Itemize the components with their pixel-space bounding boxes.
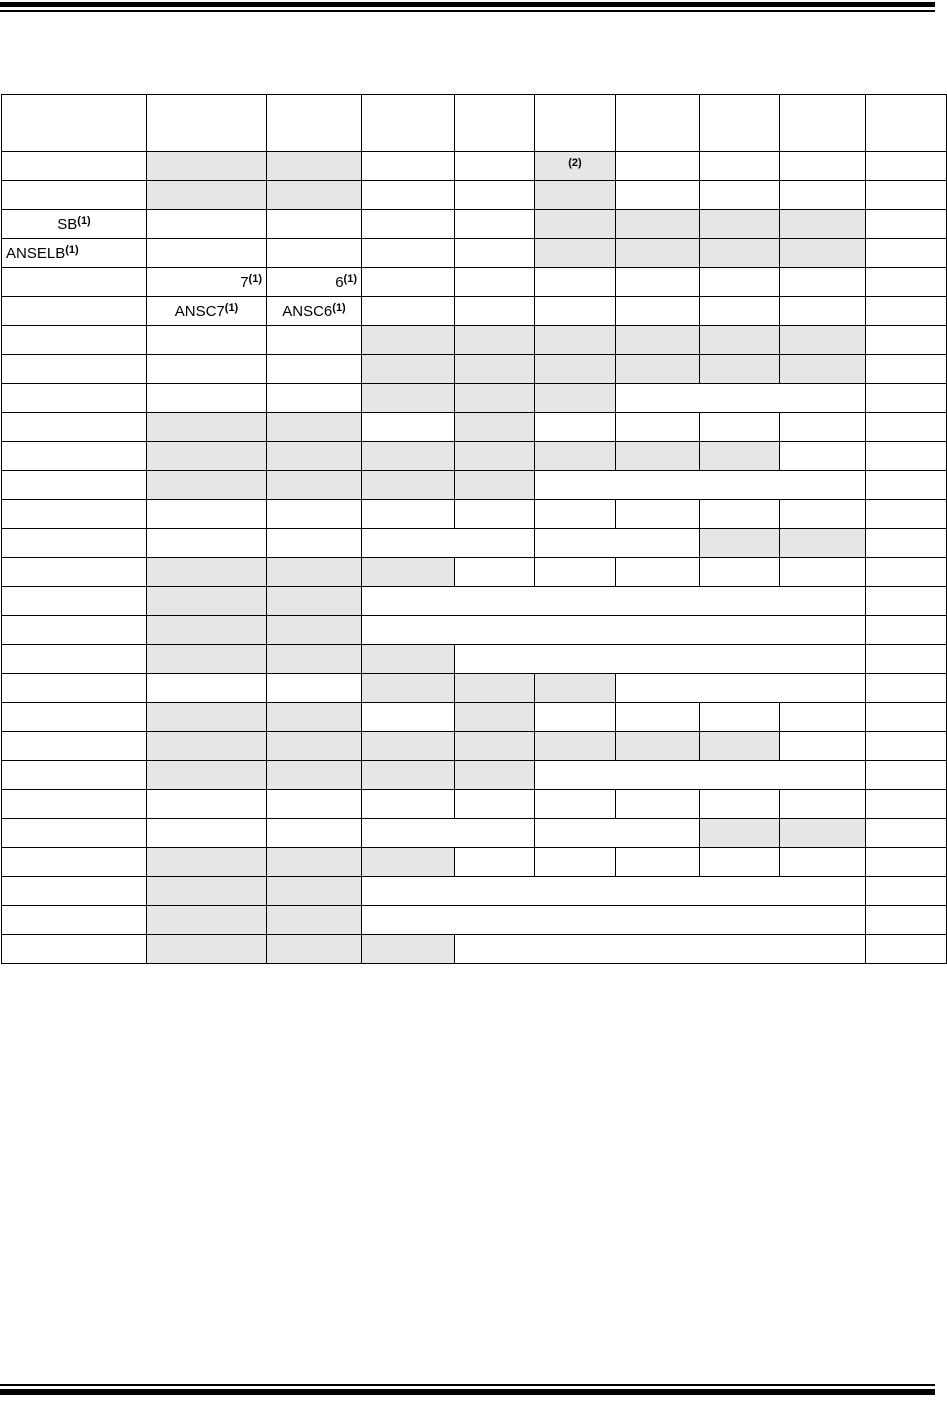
table-row	[2, 877, 947, 906]
table-cell	[147, 471, 267, 500]
table-cell	[362, 413, 455, 442]
table-cell	[362, 558, 455, 587]
table-cell	[455, 326, 535, 355]
bottom-rule-thin	[0, 1384, 935, 1386]
table-cell	[780, 210, 866, 239]
table-row	[2, 152, 947, 181]
table-cell	[455, 413, 535, 442]
table-cell	[2, 384, 147, 413]
footnote-marker: (1)	[332, 301, 346, 314]
table-cell	[616, 500, 700, 529]
table-cell	[267, 819, 362, 848]
table-cell	[147, 703, 267, 732]
table-cell	[455, 732, 535, 761]
table-cell	[700, 268, 780, 297]
table-cell	[700, 442, 780, 471]
table-cell	[2, 761, 147, 790]
table-cell	[267, 877, 362, 906]
table-cell	[535, 297, 616, 326]
table-cell	[616, 703, 700, 732]
table-cell	[267, 587, 362, 616]
bottom-rule-thick	[0, 1389, 935, 1395]
table-row	[2, 819, 947, 848]
table-cell	[780, 500, 866, 529]
table-cell	[616, 674, 866, 703]
table-cell	[866, 413, 947, 442]
table-cell	[780, 529, 866, 558]
table-cell	[535, 674, 616, 703]
table-cell	[535, 442, 616, 471]
table-row	[2, 529, 947, 558]
table-cell	[866, 529, 947, 558]
table-cell	[2, 645, 147, 674]
table-cell	[866, 906, 947, 935]
table-cell	[455, 674, 535, 703]
table-cell	[866, 587, 947, 616]
table-cell	[866, 761, 947, 790]
table-cell	[455, 645, 866, 674]
table-cell	[362, 935, 455, 964]
table-row	[2, 645, 947, 674]
table-cell	[700, 95, 780, 152]
table-cell	[535, 500, 616, 529]
table-cell	[535, 384, 616, 413]
table-cell	[780, 239, 866, 268]
table-cell	[866, 181, 947, 210]
table-cell	[780, 355, 866, 384]
table-cell	[535, 152, 616, 181]
table-cell	[866, 790, 947, 819]
table-cell	[2, 906, 147, 935]
table-cell	[866, 558, 947, 587]
table-row	[2, 297, 947, 326]
table-cell	[267, 674, 362, 703]
table-cell	[780, 95, 866, 152]
table-cell	[2, 732, 147, 761]
table-cell	[535, 239, 616, 268]
table-cell	[267, 413, 362, 442]
table-cell	[866, 210, 947, 239]
table-cell	[616, 848, 700, 877]
table-cell	[267, 152, 362, 181]
table-cell	[866, 645, 947, 674]
table-cell	[700, 819, 780, 848]
table-cell	[267, 95, 362, 152]
cell-text: SB	[57, 215, 78, 233]
table-cell	[455, 848, 535, 877]
table-cell	[267, 906, 362, 935]
table-cell	[535, 529, 700, 558]
table-cell	[535, 732, 616, 761]
table-cell	[362, 210, 455, 239]
table-cell	[362, 819, 535, 848]
table-cell	[866, 471, 947, 500]
table-row	[2, 935, 947, 964]
table-cell	[267, 790, 362, 819]
table-cell	[700, 732, 780, 761]
table-cell	[362, 848, 455, 877]
table-cell	[2, 500, 147, 529]
table-cell	[2, 848, 147, 877]
table-cell	[2, 558, 147, 587]
table-cell	[866, 703, 947, 732]
table-cell	[455, 268, 535, 297]
table-header-row	[2, 95, 947, 152]
table-cell	[866, 326, 947, 355]
table-cell	[866, 848, 947, 877]
table-cell	[2, 587, 147, 616]
table-cell	[147, 239, 267, 268]
table-cell	[700, 529, 780, 558]
table-cell	[780, 326, 866, 355]
table-cell	[2, 471, 147, 500]
table-cell	[267, 210, 362, 239]
table-cell	[616, 297, 700, 326]
table-cell	[147, 587, 267, 616]
table-cell	[2, 790, 147, 819]
table-cell	[866, 935, 947, 964]
table-cell	[147, 297, 267, 326]
table-cell	[455, 471, 535, 500]
table-cell	[700, 297, 780, 326]
table-cell	[535, 790, 616, 819]
table-row	[2, 210, 947, 239]
table-row	[2, 413, 947, 442]
table-cell	[147, 616, 267, 645]
table-cell	[535, 210, 616, 239]
table-cell	[147, 819, 267, 848]
table-cell	[267, 935, 362, 964]
table-cell	[267, 239, 362, 268]
table-cell	[267, 848, 362, 877]
table-cell	[267, 384, 362, 413]
table-cell	[455, 500, 535, 529]
table-cell	[2, 152, 147, 181]
table-cell	[147, 355, 267, 384]
table-cell	[267, 297, 362, 326]
table-cell	[267, 471, 362, 500]
table-cell	[2, 819, 147, 848]
table-cell	[455, 210, 535, 239]
table-cell	[362, 326, 455, 355]
table-cell	[455, 239, 535, 268]
table-cell	[267, 529, 362, 558]
table-row	[2, 500, 947, 529]
table-cell	[780, 152, 866, 181]
table-cell	[535, 819, 700, 848]
footnote-marker: (1)	[65, 243, 79, 256]
table-cell	[2, 181, 147, 210]
table-row	[2, 703, 947, 732]
table-cell	[866, 674, 947, 703]
table-cell	[616, 268, 700, 297]
table-cell	[362, 790, 455, 819]
table-cell	[616, 790, 700, 819]
table-cell	[700, 413, 780, 442]
table-cell	[267, 181, 362, 210]
top-rule-thin	[0, 10, 935, 12]
table-cell	[535, 471, 866, 500]
table-row	[2, 616, 947, 645]
table-cell	[267, 442, 362, 471]
table-cell	[267, 732, 362, 761]
table-cell	[267, 355, 362, 384]
table-cell	[866, 500, 947, 529]
table-cell	[455, 152, 535, 181]
table-cell	[362, 732, 455, 761]
table-cell	[866, 95, 947, 152]
table-cell	[147, 848, 267, 877]
table-cell	[147, 529, 267, 558]
table-cell	[362, 616, 866, 645]
table-cell	[535, 703, 616, 732]
table-cell	[866, 442, 947, 471]
table-cell	[147, 181, 267, 210]
table-cell	[866, 877, 947, 906]
table-cell	[616, 355, 700, 384]
table-cell	[616, 152, 700, 181]
table-cell	[866, 268, 947, 297]
table-cell	[362, 239, 455, 268]
table-cell	[147, 384, 267, 413]
table-cell	[535, 268, 616, 297]
table-cell	[700, 210, 780, 239]
table-cell	[866, 732, 947, 761]
table-cell	[700, 848, 780, 877]
table-row	[2, 442, 947, 471]
table-cell	[2, 297, 147, 326]
table-cell	[2, 935, 147, 964]
table-cell	[700, 355, 780, 384]
table-cell	[866, 297, 947, 326]
table-cell	[362, 95, 455, 152]
table-cell	[147, 935, 267, 964]
cell-text: 7	[240, 273, 249, 291]
table-cell	[535, 355, 616, 384]
table-row	[2, 384, 947, 413]
table-cell	[2, 210, 147, 239]
table-cell	[616, 413, 700, 442]
table-cell	[455, 703, 535, 732]
table-cell	[2, 326, 147, 355]
table-cell	[267, 761, 362, 790]
table-cell	[147, 877, 267, 906]
table-row	[2, 471, 947, 500]
table-row	[2, 239, 947, 268]
table-cell	[362, 877, 866, 906]
table-cell	[362, 703, 455, 732]
table-cell	[455, 761, 535, 790]
table-cell	[267, 326, 362, 355]
table-cell	[700, 239, 780, 268]
cell-text: ANSELB	[6, 244, 66, 262]
table-cell	[147, 326, 267, 355]
table-cell	[2, 355, 147, 384]
cell-text: ANSC6	[282, 302, 333, 320]
table-cell	[700, 181, 780, 210]
table-cell	[2, 95, 147, 152]
table-cell	[147, 558, 267, 587]
table-cell	[362, 906, 866, 935]
table-cell	[616, 384, 866, 413]
table-row	[2, 181, 947, 210]
table-cell	[267, 703, 362, 732]
table-cell	[535, 413, 616, 442]
table-cell	[147, 268, 267, 297]
table-cell	[780, 297, 866, 326]
table-cell	[455, 558, 535, 587]
table-cell	[780, 790, 866, 819]
cell-text: ANSC7	[174, 302, 225, 320]
table-cell	[362, 674, 455, 703]
table-cell	[362, 384, 455, 413]
table-cell	[780, 819, 866, 848]
table-row	[2, 674, 947, 703]
table-cell	[780, 703, 866, 732]
table-cell	[535, 558, 616, 587]
table-cell	[147, 210, 267, 239]
table-cell	[147, 413, 267, 442]
table-cell	[616, 326, 700, 355]
table-cell	[2, 529, 147, 558]
table-cell	[780, 268, 866, 297]
table-cell	[455, 790, 535, 819]
table-cell	[267, 645, 362, 674]
table-cell	[147, 645, 267, 674]
table-cell	[362, 152, 455, 181]
table-cell	[362, 355, 455, 384]
table-cell	[535, 848, 616, 877]
table-cell	[535, 326, 616, 355]
table-cell	[2, 703, 147, 732]
table-cell	[362, 297, 455, 326]
table-row	[2, 326, 947, 355]
footnote-marker: (1)	[248, 272, 262, 285]
table-cell	[455, 95, 535, 152]
table-cell	[362, 268, 455, 297]
table-row	[2, 906, 947, 935]
table-cell	[362, 500, 455, 529]
table-cell	[780, 181, 866, 210]
table-cell	[455, 355, 535, 384]
table-cell	[362, 529, 535, 558]
table-cell	[2, 239, 147, 268]
table-cell	[147, 674, 267, 703]
table-cell	[267, 558, 362, 587]
footnote-marker: (1)	[77, 214, 91, 227]
table-cell	[780, 413, 866, 442]
table-cell	[147, 95, 267, 152]
table-row	[2, 268, 947, 297]
cell-text: 6	[335, 273, 344, 291]
table-row	[2, 732, 947, 761]
table-cell	[455, 181, 535, 210]
table-cell	[2, 442, 147, 471]
table-row	[2, 761, 947, 790]
table-cell	[362, 761, 455, 790]
table-cell	[616, 732, 700, 761]
table-cell	[362, 645, 455, 674]
table-cell	[866, 239, 947, 268]
table-cell	[616, 558, 700, 587]
table-cell	[780, 848, 866, 877]
top-rule-thick	[0, 2, 935, 7]
table-cell	[616, 210, 700, 239]
table-row	[2, 587, 947, 616]
table-cell	[535, 181, 616, 210]
footnote-marker: (2)	[568, 156, 582, 169]
table-cell	[780, 558, 866, 587]
table-cell	[866, 355, 947, 384]
table-cell	[147, 790, 267, 819]
table-cell	[2, 674, 147, 703]
table-cell	[616, 181, 700, 210]
table-cell	[147, 761, 267, 790]
table-cell	[362, 471, 455, 500]
table-cell	[147, 442, 267, 471]
table-cell	[147, 906, 267, 935]
table-cell	[700, 152, 780, 181]
table-cell	[267, 268, 362, 297]
table-row	[2, 558, 947, 587]
table-row	[2, 848, 947, 877]
table-cell	[362, 442, 455, 471]
table-cell	[267, 500, 362, 529]
table-cell	[535, 95, 616, 152]
table-cell	[455, 297, 535, 326]
table-cell	[147, 500, 267, 529]
table-cell	[700, 703, 780, 732]
table-cell	[2, 413, 147, 442]
table-cell	[780, 442, 866, 471]
register-summary-table	[1, 94, 947, 964]
table-cell	[147, 152, 267, 181]
table-cell	[780, 732, 866, 761]
table-cell	[535, 761, 866, 790]
table-cell	[455, 384, 535, 413]
table-row	[2, 355, 947, 384]
table-cell	[866, 819, 947, 848]
footnote-marker: (1)	[343, 272, 357, 285]
table-cell	[362, 181, 455, 210]
table-cell	[616, 95, 700, 152]
table-cell	[700, 326, 780, 355]
table-cell	[616, 239, 700, 268]
table-cell	[147, 732, 267, 761]
table-cell	[2, 616, 147, 645]
footnote-marker: (1)	[224, 301, 239, 314]
table-cell	[455, 442, 535, 471]
table-cell	[616, 442, 700, 471]
table-cell	[866, 616, 947, 645]
table-cell	[700, 790, 780, 819]
table-cell	[2, 877, 147, 906]
table-cell	[267, 616, 362, 645]
table-cell	[700, 558, 780, 587]
table-row	[2, 790, 947, 819]
table-cell	[700, 500, 780, 529]
table-cell	[2, 268, 147, 297]
table-cell	[866, 384, 947, 413]
table-cell	[362, 587, 866, 616]
table-cell	[455, 935, 866, 964]
table-cell	[866, 152, 947, 181]
